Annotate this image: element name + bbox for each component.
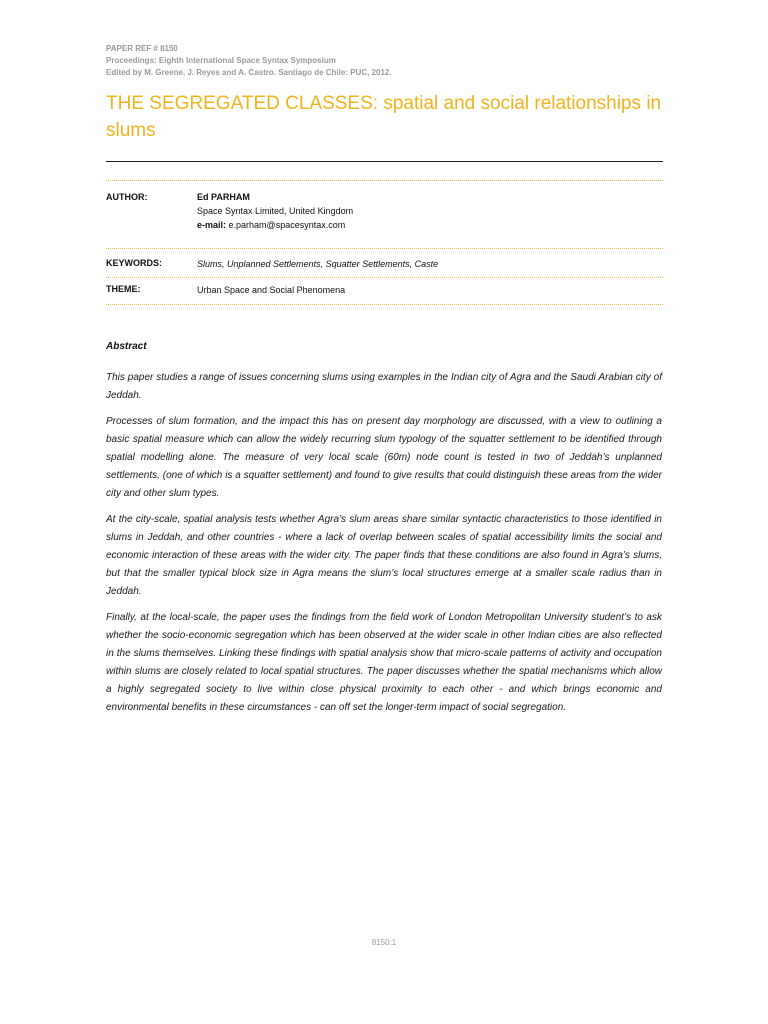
abstract-paragraph-2: Processes of slum formation, and the impact this has on present day morphology are discussed, with a view to outlining a basic spatial measure which can allow the widely recurring slum typology of the squatter settlement to be identified through spatial modelling alone. The measure of very local scale (60m) node count is tested in two of Jeddah’s unplanned settlements, (one of which is a squatter settlement) and found to give results that could distinguish these areas from the wider city and other slum types. [106,416,662,499]
theme-top-divider [106,277,663,278]
page-number: 8150:1 [371,938,397,947]
edited-by-line: Edited by M. Greene, J. Reyes and A. Castro. Santiago de Chile: PUC, 2012. [106,68,392,77]
author-label: AUTHOR: [106,192,148,202]
author-name: Ed PARHAM [197,192,250,202]
keywords-top-divider [106,248,663,249]
title-divider [106,161,663,162]
author-email-line [197,218,353,232]
keywords-label: KEYWORDS: [106,258,162,268]
abstract-paragraph-4: Finally, at the local-scale, the paper uses the findings from the field work of London Metropolitan University student’s to ask whether the socio-economic segregation which has been observed at the wider scale in other Indian cities are also reflected in the slums themselves. Linking these findings with spatial analysis show that micro-scale patterns of activity and occupation within slums are closely related to local spatial structures. The paper discusses whether the spatial mechanisms which allow a highly segregated society to live within close physical proximity to each other - and which brings economic and environmental benefits in these circumstances - can off set the longer-term impact of social segregation. [106,612,662,713]
abstract-paragraph-1: This paper studies a range of issues concerning slums using examples in the Indian city of Agra and the Saudi Arabian city of Jeddah. [106,372,662,401]
theme-label: THEME: [106,284,141,294]
keywords-value: Slums, Unplanned Settlements, Squatter Settlements, Caste [197,259,439,269]
theme-value: Urban Space and Social Phenomena [197,285,346,295]
proceedings-line: Proceedings: Eighth International Space Syntax Symposium [106,56,336,65]
proceedings-header [106,43,392,79]
email-label: e-mail: [197,220,227,230]
author-top-divider [106,180,663,181]
abstract-paragraph-3: At the city-scale, spatial analysis tests whether Agra’s slum areas share similar syntactic characteristics to those identified in slums in Jeddah, and other countries - where a lack of overlap between scales of spatial accessibility limits the social and economic interaction of these areas with the wider city. The paper finds that these conditions are also found in Agra’s slums, but that the smaller typical block size in Agra means the slum’s local structures emerge at a smaller scale radius than in Jeddah. [106,514,662,597]
paper-title: THE SEGREGATED CLASSES: spatial and social relationships in slums [106,93,662,141]
author-affiliation: Space Syntax Limited, United Kingdom [197,206,354,216]
author-email: e.parham@spacesyntax.com [228,220,346,230]
paper-ref: PAPER REF # 8150 [106,44,178,53]
theme-bottom-divider [106,304,663,305]
abstract-heading: Abstract [106,341,147,352]
abstract-body [106,369,662,725]
author-block [197,190,353,232]
